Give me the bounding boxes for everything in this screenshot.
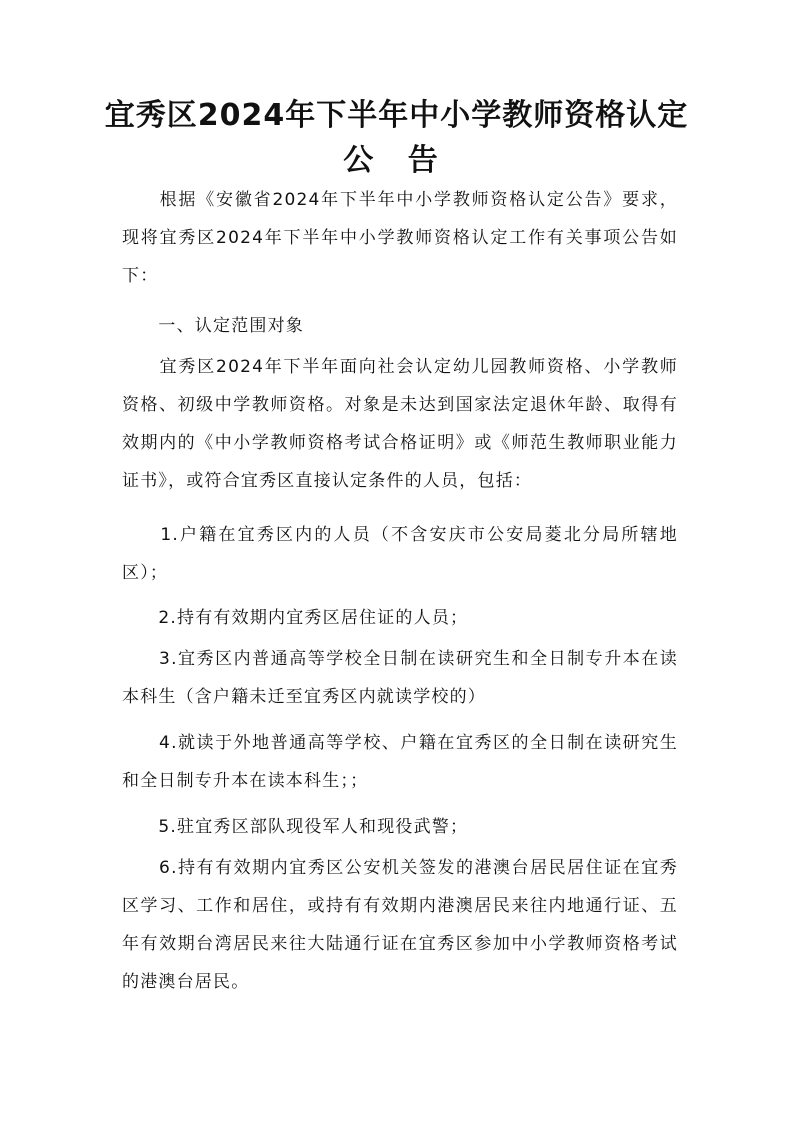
list-item-4: 4.就读于外地普通高等学校、户籍在宜秀区的全日制在读研究生和全日制专升本在读本科生；；	[122, 733, 678, 791]
list-item-6: 6.持有有效期内宜秀区公安机关签发的港澳台居民居住证在宜秀区学习、工作和居住，或持有有效期内港澳居民来往内地通行证、五年有效期台湾居民来往大陆通行证在宜秀区参加中小学教师资格考试的港澳台居民。	[122, 858, 678, 992]
scope-paragraph: 宜秀区2024年下半年面向社会认定幼儿园教师资格、小学教师资格、初级中学教师资格。对象是未达到国家法定退休年龄、取得有效期内的《中小学教师资格考试合格证明》或《师范生教师职业能力证书》，或符合宜秀区直接认定条件的人员，包括：	[122, 357, 678, 491]
list-item-1: 1.户籍在宜秀区内的人员（不含安庆市公安局菱北分局所辖地区）；	[122, 525, 678, 583]
list-item-3: 3.宜秀区内普通高等学校全日制在读研究生和全日制专升本在读本科生（含户籍未迁至宜秀区内就读学校的）	[122, 649, 678, 707]
intro-paragraph: 根据《安徽省2024年下半年中小学教师资格认定公告》要求，现将宜秀区2024年下半年中小学教师资格认定工作有关事项公告如下：	[122, 190, 678, 286]
document-title-line2: 公 告	[343, 143, 450, 178]
list-item-5: 5.驻宜秀区部队现役军人和现役武警；	[122, 817, 469, 837]
section-heading-scope: 一、认定范围对象	[122, 316, 304, 336]
document-title-line1: 宜秀区2024年下半年中小学教师资格认定	[104, 98, 689, 133]
list-item-2: 2.持有有效期内宜秀区居住证的人员；	[122, 608, 469, 628]
